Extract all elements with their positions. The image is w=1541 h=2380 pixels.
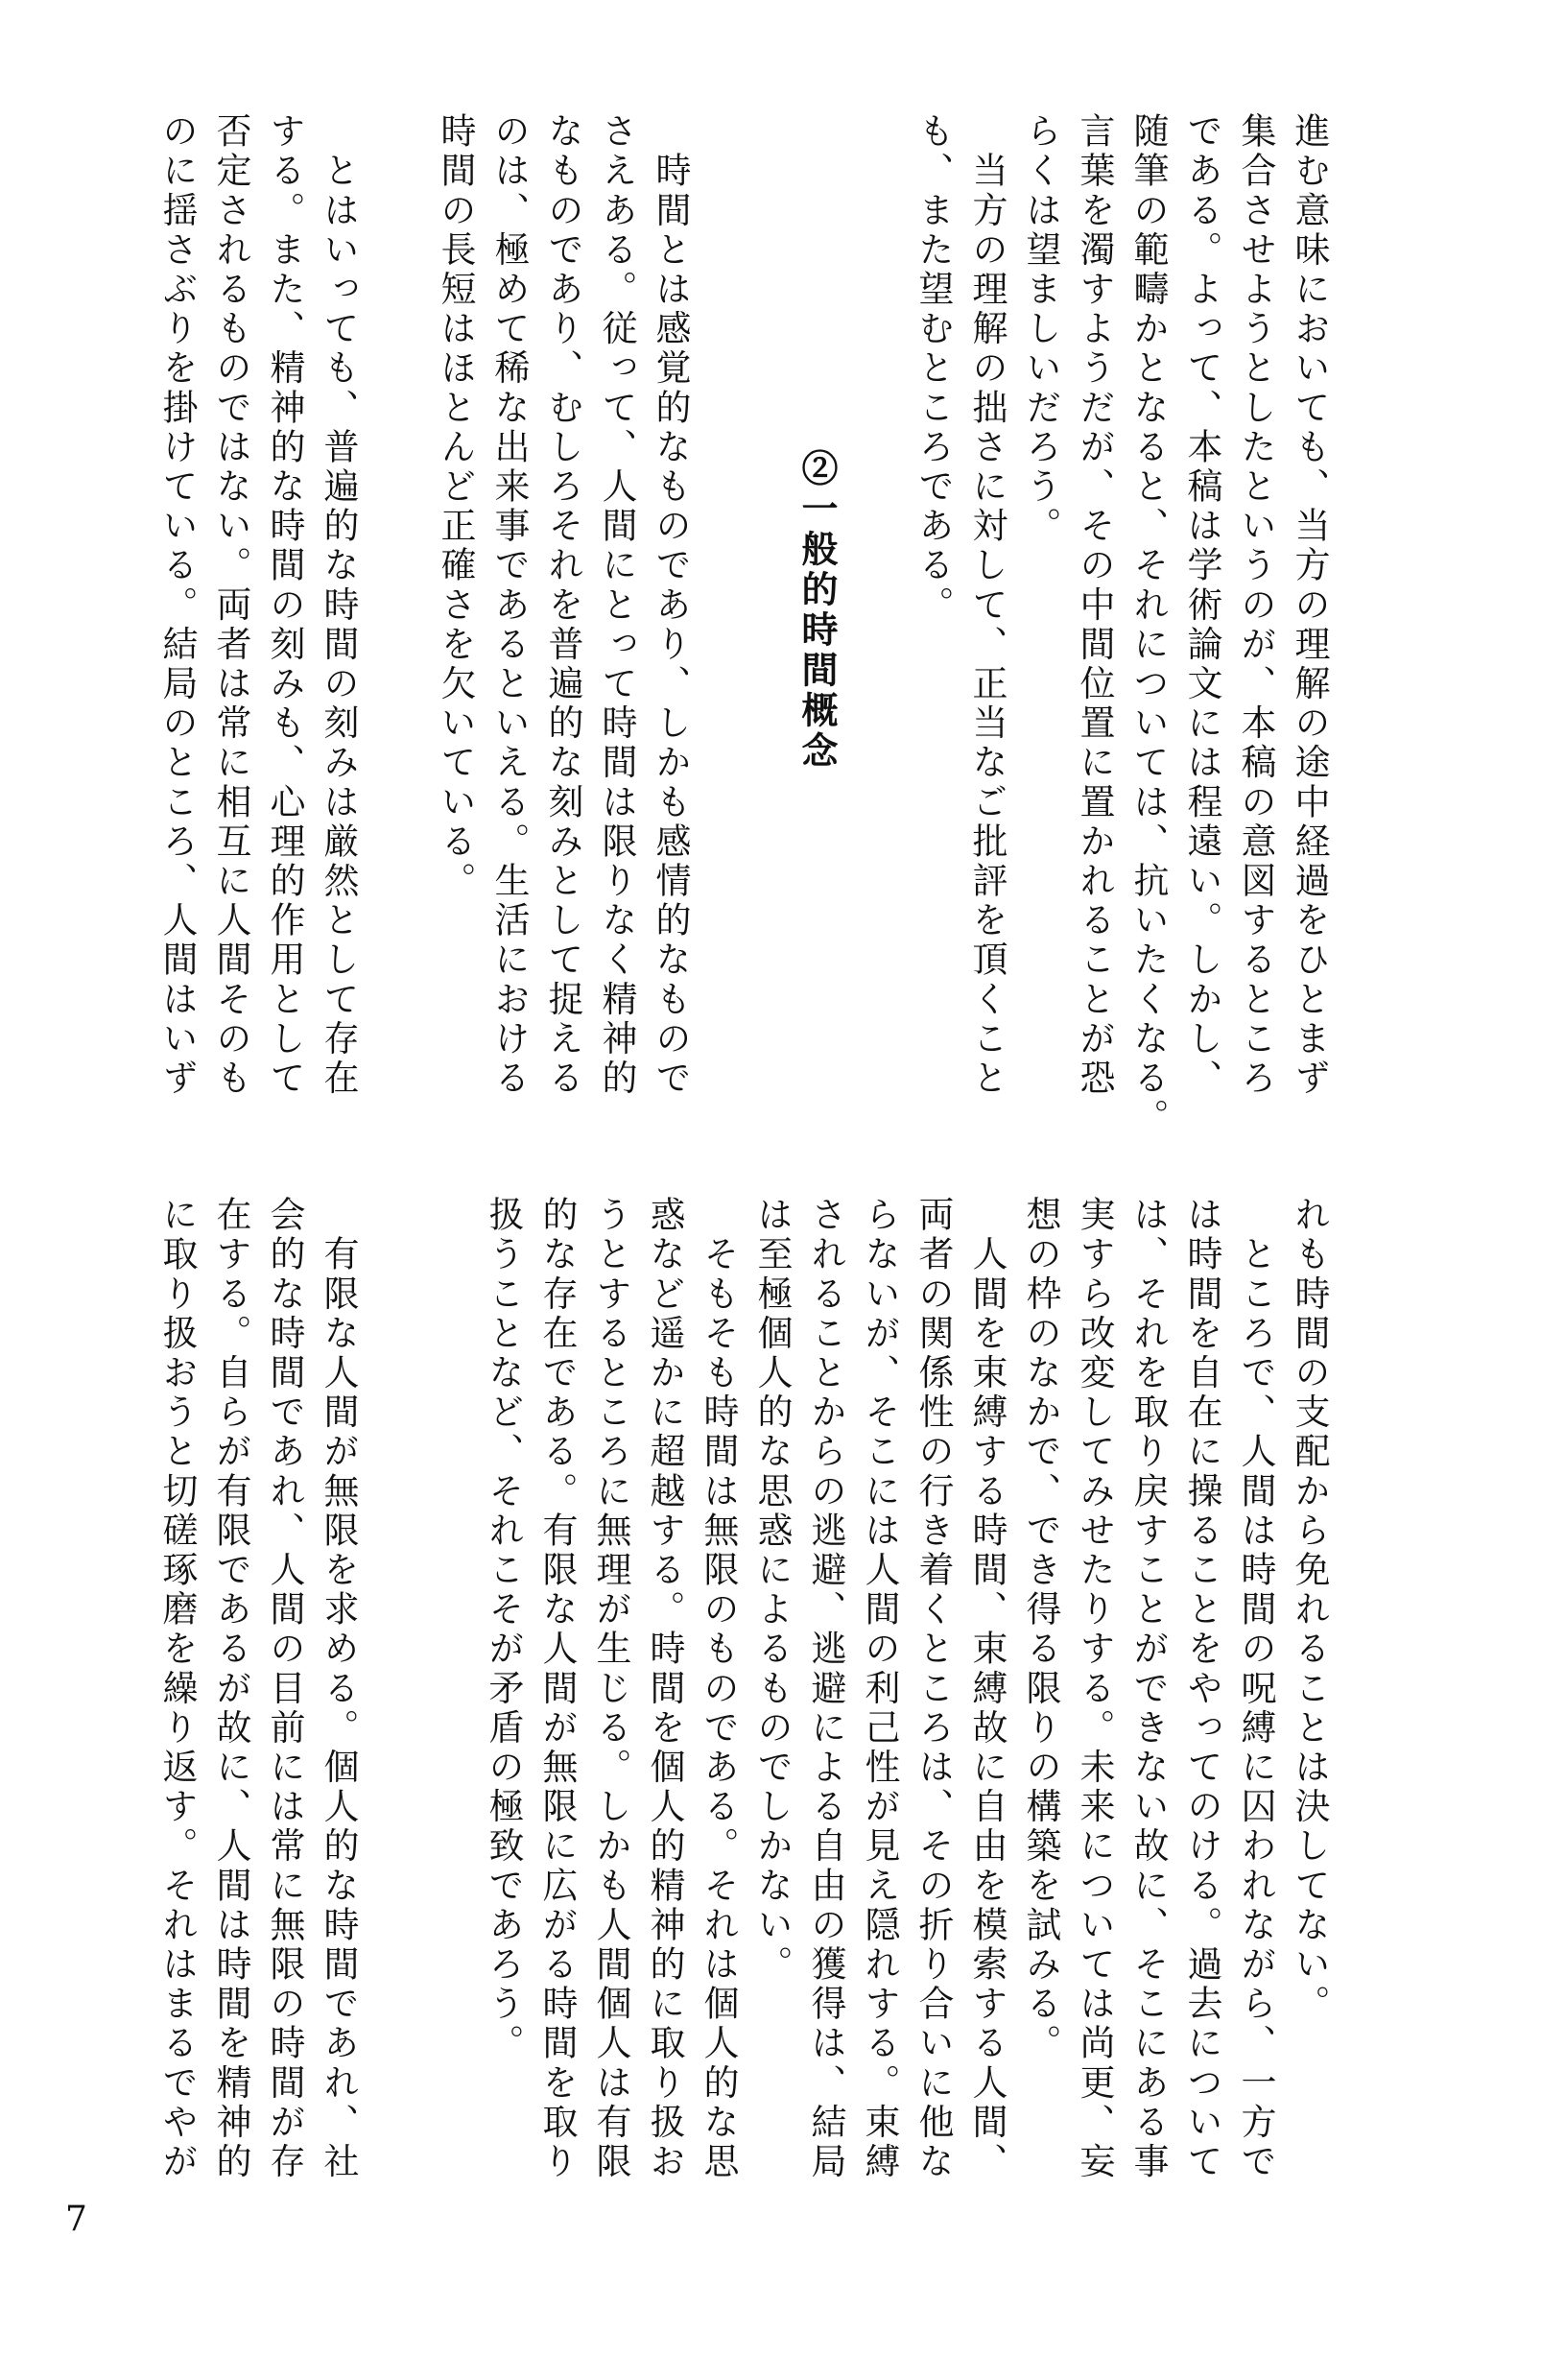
- upper-line-7: 当方の理解の拙さに対して、正当なご批評を頂くこと: [966, 112, 1008, 1099]
- section-line-1: 時間とは感覚的なものであり、しかも感情的なもので: [650, 112, 691, 1099]
- upper-line-6: らくは望ましいだろう。: [1020, 112, 1061, 547]
- lower-line-5: 実すら改変してみせたりする。未来については尚更、妄: [1074, 1196, 1115, 2182]
- section-heading: ②一般的時間概念: [795, 449, 839, 772]
- lower-line-2: ところで、人間は時間の呪縛に囚われながら、一方で: [1235, 1196, 1276, 2182]
- lower-line-18: 会的な時間であれ、人間の目前には常に無限の時間が存: [264, 1196, 305, 2182]
- lower-line-6: 想の枠のなかで、でき得る限りの構築を試みる。: [1020, 1196, 1061, 2064]
- lower-line-4: は、それを取り戻すことができない故に、そこにある事: [1127, 1196, 1169, 2182]
- upper-line-2: 集合させようとしたというのが、本稿の意図するところ: [1235, 112, 1276, 1099]
- lower-line-13: 惑など遥かに超越する。時間を個人的精神的に取り扱お: [644, 1196, 685, 2182]
- section-line-7: する。また、精神的な時間の刻みも、心理的作用として: [264, 112, 305, 1099]
- section-line-6: とはいっても、普遍的な時間の刻みは厳然として存在: [318, 112, 359, 1099]
- section-line-9: のに揺さぶりを掛けている。結局のところ、人間はいず: [156, 112, 198, 1099]
- lower-line-20: に取り扱おうと切磋琢磨を繰り返す。それはまるでやが: [156, 1196, 198, 2182]
- lower-line-19: 在する。自らが有限であるが故に、人間は時間を精神的: [210, 1196, 251, 2182]
- upper-line-4: 随筆の範疇かとなると、それについては、抗いたくなる。: [1127, 112, 1169, 1138]
- upper-line-5: 言葉を濁すようだが、その中間位置に置かれることが恐: [1074, 112, 1115, 1099]
- lower-line-14: うとするところに無理が生じる。しかも人間個人は有限: [590, 1196, 631, 2182]
- section-line-4: のは、極めて稀な出来事であるといえる。生活における: [488, 112, 530, 1099]
- lower-line-9: らないが、そこには人間の利己性が見え隠れする。束縛: [859, 1196, 900, 2182]
- lower-line-7: 人間を束縛する時間、束縛故に自由を模索する人間、: [966, 1196, 1008, 2182]
- lower-line-17: 有限な人間が無限を求める。個人的な時間であれ、社: [318, 1196, 359, 2182]
- section-line-8: 否定されるものではない。両者は常に相互に人間そのも: [210, 112, 251, 1099]
- lower-line-15: 的な存在である。有限な人間が無限に広がる時間を取り: [536, 1196, 578, 2182]
- lower-line-12: そもそも時間は無限のものである。それは個人的な思: [698, 1196, 739, 2182]
- upper-line-3: である。よって、本稿は学術論文には程遠い。しかし、: [1181, 112, 1222, 1099]
- lower-line-3: は時間を自在に操ることをやってのける。過去について: [1181, 1196, 1222, 2182]
- lower-line-1: れも時間の支配から免れることは決してない。: [1289, 1196, 1330, 2025]
- section-line-3: なものであり、むしろそれを普遍的な刻みとして捉える: [542, 112, 583, 1099]
- lower-line-11: は至極個人的な思惑によるものでしかない。: [751, 1196, 793, 1985]
- section-line-2: さえある。従って、人間にとって時間は限りなく精神的: [596, 112, 637, 1099]
- lower-line-16: 扱うことなど、それこそが矛盾の極致であろう。: [483, 1196, 524, 2064]
- lower-line-10: されることからの逃避、逃避による自由の獲得は、結局: [805, 1196, 846, 2182]
- section-line-5: 時間の長短はほとんど正確さを欠いている。: [435, 112, 476, 901]
- lower-line-8: 両者の関係性の行き着くところは、その折り合いに他な: [913, 1196, 954, 2182]
- upper-line-1: 進む意味においても、当方の理解の途中経過をひとまず: [1289, 112, 1330, 1099]
- upper-line-8: も、また望むところである。: [913, 112, 954, 626]
- page-number: 7: [65, 2200, 87, 2239]
